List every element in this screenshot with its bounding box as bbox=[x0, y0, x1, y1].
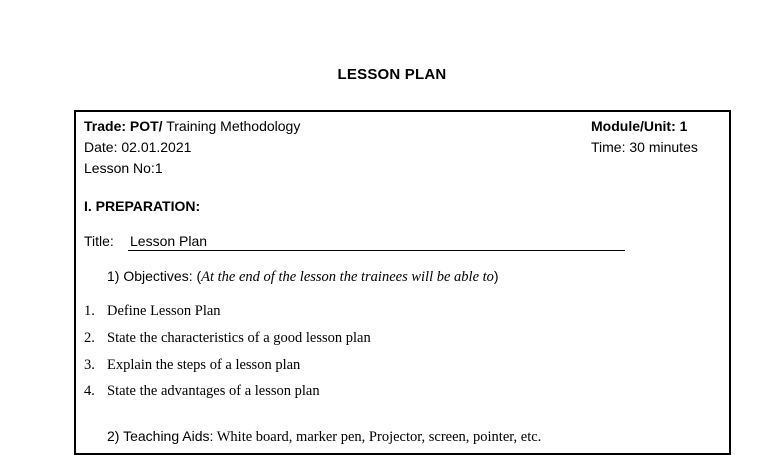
objective-number: 4. bbox=[84, 383, 95, 399]
teaching-aids-label: 2) Teaching Aids: bbox=[107, 428, 214, 444]
teaching-aids-line bbox=[107, 428, 541, 446]
objective-number: 1. bbox=[84, 303, 95, 319]
page-title: LESSON PLAN bbox=[337, 66, 447, 83]
trade-label: Trade: POT/ bbox=[84, 118, 163, 134]
objective-text: State the characteristics of a good lesson plan bbox=[107, 330, 371, 346]
objectives-line bbox=[107, 268, 499, 286]
title-value: Lesson Plan bbox=[130, 233, 208, 249]
module-unit: Module/Unit: 1 bbox=[591, 118, 688, 134]
objective-number: 2. bbox=[84, 330, 95, 346]
trade-value: Training Methodology bbox=[162, 118, 301, 134]
time-allotted: Time: 30 minutes bbox=[591, 139, 698, 155]
title-label: Title: bbox=[84, 233, 114, 249]
trade-line bbox=[84, 118, 300, 134]
objectives-close: ) bbox=[493, 268, 499, 284]
objective-text: Define Lesson Plan bbox=[107, 303, 221, 319]
date-line: Date: 02.01.2021 bbox=[84, 139, 192, 155]
objective-number: 3. bbox=[84, 357, 95, 373]
objective-text: Explain the steps of a lesson plan bbox=[107, 357, 301, 373]
objectives-italic: At the end of the lesson the trainees will be able to bbox=[201, 269, 494, 285]
preparation-heading: I. PREPARATION: bbox=[84, 198, 201, 214]
title-underline bbox=[128, 250, 625, 251]
teaching-aids-value: White board, marker pen, Projector, screen, pointer, etc. bbox=[213, 429, 542, 445]
objective-text: State the advantages of a lesson plan bbox=[107, 383, 320, 399]
lesson-number: Lesson No:1 bbox=[84, 160, 163, 176]
objectives-label: 1) Objectives: ( bbox=[107, 268, 202, 284]
